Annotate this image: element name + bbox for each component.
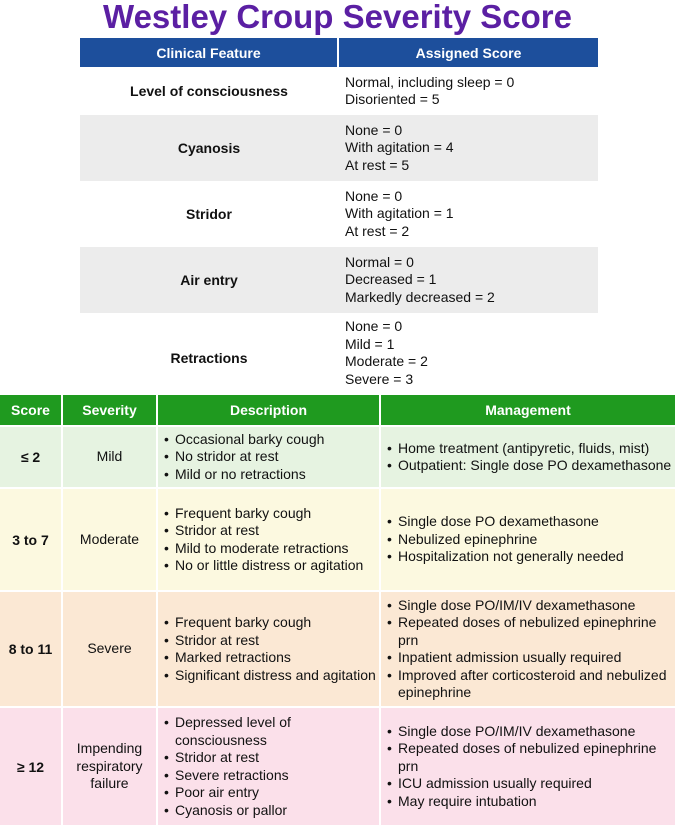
- feature-label: Retractions: [170, 350, 248, 366]
- score-range: ≥ 12: [0, 707, 62, 825]
- score-value: Mild = 1: [345, 335, 395, 352]
- management-item: • Outpatient: Single dose PO dexamethasone: [385, 457, 675, 475]
- description-item: • Significant distress and agitation: [162, 667, 379, 685]
- severity-row-impending-failure: [0, 707, 675, 825]
- score-value: Normal, including sleep = 0: [345, 73, 515, 90]
- feature-label: Cyanosis: [80, 115, 338, 181]
- header-clinical-feature: Clinical Feature: [80, 38, 338, 67]
- description-item: • Mild to moderate retractions: [162, 540, 379, 558]
- description-list: [158, 505, 379, 575]
- management-item: • ICU admission usually required: [385, 775, 675, 793]
- description-cell: [157, 591, 380, 707]
- score-range: 3 to 7: [0, 488, 62, 591]
- management-cell: [380, 707, 675, 825]
- description-item: • No or little distress or agitation: [162, 557, 379, 575]
- header-score: Score: [0, 395, 62, 426]
- management-cell: [380, 426, 675, 488]
- score-value: None = 0: [345, 121, 403, 138]
- severity-management-table: [0, 395, 675, 825]
- description-item: • No stridor at rest: [162, 448, 379, 466]
- header-description: Description: [157, 395, 380, 426]
- description-item: • Frequent barky cough: [162, 614, 379, 632]
- management-item: • May require intubation: [385, 793, 675, 811]
- management-list: [381, 513, 675, 566]
- management-cell: [380, 488, 675, 591]
- score-value: With agitation = 1: [345, 205, 454, 222]
- description-item: • Cyanosis or pallor: [162, 802, 379, 820]
- description-item: • Stridor at rest: [162, 749, 379, 767]
- management-item: • Single dose PO/IM/IV dexamethasone: [385, 597, 675, 615]
- feature-scores: [338, 115, 598, 181]
- feature-scores: [338, 313, 598, 393]
- description-list: [158, 614, 379, 684]
- header-severity: Severity: [62, 395, 157, 426]
- management-item: • Single dose PO/IM/IV dexamethasone: [385, 723, 675, 741]
- score-range: ≤ 2: [0, 426, 62, 488]
- score-value: Disoriented = 5: [345, 91, 440, 107]
- description-cell: [157, 426, 380, 488]
- page-title: Westley Croup Severity Score: [103, 0, 572, 35]
- header-management: Management: [380, 395, 675, 426]
- score-value: Markedly decreased = 2: [345, 288, 495, 305]
- header-assigned-score: Assigned Score: [338, 38, 598, 67]
- severity-table-header-row: [0, 395, 675, 426]
- description-item: • Stridor at rest: [162, 522, 379, 540]
- description-cell: [157, 707, 380, 825]
- management-item: • Home treatment (antipyretic, fluids, mist): [385, 440, 675, 458]
- score-value: Severe = 3: [345, 370, 414, 387]
- score-row-retractions: [80, 313, 598, 393]
- description-item: • Stridor at rest: [162, 632, 379, 650]
- management-item: • Single dose PO dexamethasone: [385, 513, 675, 531]
- severity-row-mild: [0, 426, 675, 488]
- description-list: [158, 431, 379, 484]
- description-item: • Severe retractions: [162, 767, 379, 785]
- score-value: None = 0: [345, 318, 403, 334]
- clinical-feature-score-table: [80, 38, 598, 393]
- severity-row-severe: [0, 591, 675, 707]
- severity-level: Mild: [62, 426, 157, 488]
- management-list: [381, 597, 675, 702]
- feature-label: Air entry: [80, 247, 338, 313]
- feature-scores: [338, 181, 598, 247]
- management-list: [381, 440, 675, 475]
- score-row-cyanosis: [80, 115, 598, 181]
- score-value: At rest = 5: [345, 156, 410, 173]
- management-item: • Improved after corticosteroid and nebulized epinephrine: [385, 667, 675, 702]
- feature-scores: [338, 247, 598, 313]
- score-value: Moderate = 2: [345, 353, 428, 369]
- feature-label: Level of consciousness: [130, 83, 288, 99]
- management-item: • Repeated doses of nebulized epinephrine prn: [385, 740, 675, 775]
- management-cell: [380, 591, 675, 707]
- description-item: • Occasional barky cough: [162, 431, 379, 449]
- score-value: At rest = 2: [345, 222, 410, 239]
- description-list: [158, 714, 379, 819]
- score-value: Normal = 0: [345, 253, 414, 270]
- description-item: • Mild or no retractions: [162, 466, 379, 484]
- severity-level: Impending respiratory failure: [62, 707, 157, 825]
- score-row-stridor: [80, 181, 598, 247]
- description-item: • Depressed level of consciousness: [162, 714, 379, 749]
- description-item: • Frequent barky cough: [162, 505, 379, 523]
- feature-scores: [338, 67, 598, 115]
- management-list: [381, 723, 675, 811]
- management-item: • Hospitalization not generally needed: [385, 548, 675, 566]
- score-range: 8 to 11: [0, 591, 62, 707]
- feature-label: Stridor: [186, 206, 232, 222]
- score-table-header-row: [80, 38, 598, 67]
- severity-level: Severe: [62, 591, 157, 707]
- description-item: • Poor air entry: [162, 784, 379, 802]
- severity-level: Moderate: [62, 488, 157, 591]
- score-value: With agitation = 4: [345, 139, 454, 156]
- description-item: • Marked retractions: [162, 649, 379, 667]
- score-row-consciousness: [80, 67, 598, 115]
- management-item: • Repeated doses of nebulized epinephrine prn: [385, 614, 675, 649]
- score-value: Decreased = 1: [345, 271, 437, 288]
- score-value: None = 0: [345, 187, 403, 204]
- severity-row-moderate: [0, 488, 675, 591]
- management-item: • Inpatient admission usually required: [385, 649, 675, 667]
- management-item: • Nebulized epinephrine: [385, 531, 675, 549]
- description-cell: [157, 488, 380, 591]
- score-row-air-entry: [80, 247, 598, 313]
